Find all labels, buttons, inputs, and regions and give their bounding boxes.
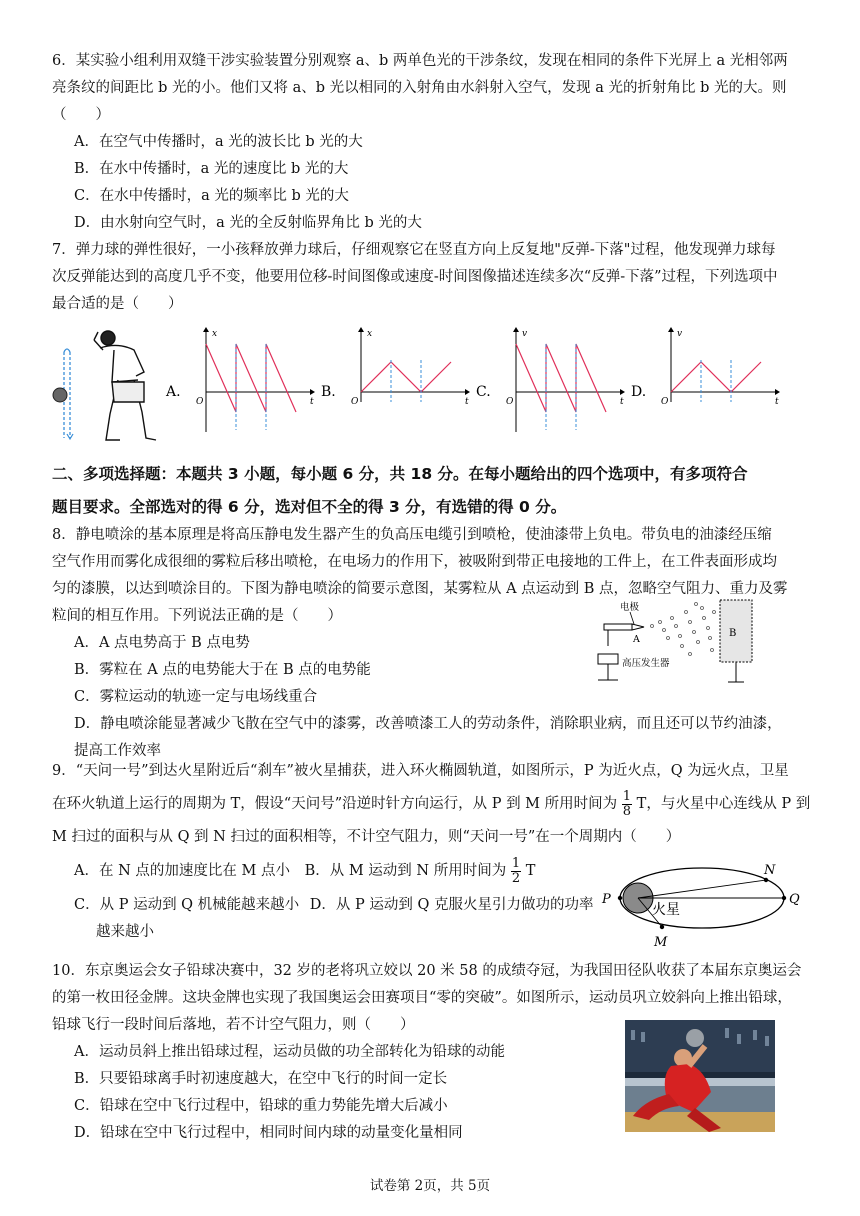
q7-stem-line2: 次反弹能达到的高度几乎不变，他要用位移-时间图像或速度-时间图像描述连续多次“反弹-下落”过程，下列选项中 <box>52 269 778 285</box>
page-footer: 试卷第 2页，共 5页 <box>369 1178 491 1194</box>
q6-option-b: B．在水中传播时，a 光的速度比 b 光的大 <box>74 161 349 177</box>
q9-option-c: C．从 P 运动到 Q 机械能越来越小 <box>74 897 300 913</box>
graph-c-xlabel: t <box>620 397 624 407</box>
q8-stem-line4: 粒间的相互作用。下列说法正确的是（ ） <box>52 608 342 624</box>
graph-d-xlabel: t <box>775 397 779 407</box>
q10-option-c: C．铅球在空中飞行过程中，铅球的重力势能先增大后减小 <box>74 1098 448 1114</box>
q8-option-d-cont: 提高工作效率 <box>74 743 161 759</box>
graph-c-ylabel: v <box>522 329 528 339</box>
diagram-point-a: A <box>633 634 640 645</box>
electrostatic-spray-diagram <box>590 598 760 690</box>
graph-a <box>196 327 315 432</box>
graph-d-ylabel: v <box>677 329 683 339</box>
q9-fraction-1-8 <box>622 790 632 819</box>
graph-b-origin: O <box>351 397 359 407</box>
graph-b-ylabel: x <box>367 329 373 339</box>
q6-option-c: C．在水中传播时，a 光的频率比 b 光的大 <box>74 188 349 204</box>
graph-a-ylabel: x <box>212 329 218 339</box>
q9-line2: 在环火轨道上运行的周期为 T，假设“天问号”沿逆时针方向运行，从 P 到 M 所用时间为 <box>52 796 618 812</box>
graph-a-letter: A. <box>166 384 181 400</box>
orbit-label-m: M <box>654 935 668 950</box>
graph-b <box>351 327 470 407</box>
graph-c-letter: C. <box>476 384 491 400</box>
q9-line2-tail: T，与火星中心连线从 P 到 <box>636 796 811 812</box>
frac2-num: 1 <box>511 855 521 871</box>
q9-line1: 9．“天问一号”到达火星附近后“刹车”被火星捕获，进入环火椭圆轨道，如图所示，P 为近火点，Q 为远火点，卫星 <box>52 763 789 779</box>
q9-option-d: D．从 P 运动到 Q 克服火星引力做功的功率 <box>309 897 594 913</box>
orbit-label-q: Q <box>789 892 800 907</box>
q6-option-a: A．在空气中传播时，a 光的波长比 b 光的大 <box>74 134 363 150</box>
q8-stem-line1: 8．静电喷涂的基本原理是将高压静电发生器产生的负高压电缆引到喷枪，使油漆带上负电。带负电的油漆经压缩 <box>52 527 772 543</box>
graph-c <box>506 327 625 432</box>
orbit-label-n: N <box>764 863 776 878</box>
diagram-generator-label: 高压发生器 <box>622 658 670 669</box>
q9-line2-row <box>52 787 812 821</box>
q9-line3: M 扫过的面积与从 Q 到 N 扫过的面积相等，不计空气阻力，则“天问一号”在一个周期内（ ） <box>52 829 681 845</box>
graph-a-origin: O <box>196 397 204 407</box>
q6-stem-line1: 6．某实验小组利用双缝干涉实验装置分别观察 a、b 两单色光的干涉条纹，发现在相同的条件下光屏上 a 光相邻两 <box>52 53 788 69</box>
q8-option-b: B．雾粒在 A 点的电势能大于在 B 点的电势能 <box>74 662 371 678</box>
q10-stem-line3: 铅球飞行一段时间后落地，若不计空气阻力，则（ ） <box>52 1017 415 1033</box>
graph-b-xlabel: t <box>465 397 469 407</box>
q6-stem-line2: 亮条纹的间距比 b 光的小。他们又将 a、b 光以相同的入射角由水斜射入空气，发现 a 光的折射角比 b 光的大。则 <box>52 80 787 96</box>
q10-stem-line2: 的第一枚田径金牌。这块金牌也实现了我国奥运会田赛项目“零的突破”。如图所示，运动员巩立姣斜向上推出铅球， <box>52 990 792 1006</box>
q9-option-b-tail: T <box>525 863 536 879</box>
q10-option-b: B．只要铅球离手时初速度越大，在空中飞行的时间一定长 <box>74 1071 448 1087</box>
q8-stem-line3: 匀的漆膜，以达到喷涂目的。下图为静电喷涂的简要示意图，某雾粒从 A 点运动到 B 点，忽略空气阻力、重力及雾 <box>52 581 788 597</box>
q10-option-d: D．铅球在空中飞行过程中，相同时间内球的动量变化量相同 <box>74 1125 463 1141</box>
diagram-electrode-label: 电极 <box>620 602 640 613</box>
frac1-num: 1 <box>622 788 632 804</box>
q6-option-d: D．由水射向空气时，a 光的全反射临界角比 b 光的大 <box>74 215 422 231</box>
q8-stem-line2: 空气作用而雾化成很细的雾粒后移出喷枪，在电场力的作用下，被吸附到带正电接地的工件上，在工件表面形成均 <box>52 554 777 570</box>
q10-stem-line1: 10．东京奥运会女子铅球决赛中，32 岁的老将巩立姣以 20 米 58 的成绩夺冠，为我国田径队收获了本届东京奥运会 <box>52 963 802 979</box>
q8-option-d: D．静电喷涂能显著减少飞散在空气中的漆雾，改善喷漆工人的劳动条件，消除职业病，而且还可以节约油漆， <box>74 716 782 732</box>
q7-stem-line1: 7．弹力球的弹性很好，一小孩释放弹力球后，仔细观察它在竖直方向上反复地"反弹-下落"过程，他发现弹力球每 <box>52 242 776 258</box>
q9-fraction-1-2 <box>511 857 521 886</box>
orbit-label-mars: 火星 <box>652 902 680 918</box>
graph-d-letter: D. <box>631 384 647 400</box>
graph-a-xlabel: t <box>310 397 314 407</box>
section2-title-line2: 题目要求。全部选对的得 6 分，选对但不全的得 3 分，有选错的得 0 分。 <box>52 498 567 516</box>
q9-option-d-cont: 越来越小 <box>96 924 154 940</box>
diagram-point-b: B <box>729 628 737 639</box>
graph-b-letter: B. <box>321 384 336 400</box>
graph-d-origin: O <box>661 397 669 407</box>
child-figure-icon <box>94 331 156 440</box>
q7-stem-line3: 最合适的是（ ） <box>52 296 183 312</box>
ball-trajectory-illustration <box>53 349 73 439</box>
mars-orbit-diagram <box>598 860 808 952</box>
q9-option-a: A．在 N 点的加速度比在 M 点小 <box>74 863 290 879</box>
q8-option-c: C．雾粒运动的轨迹一定与电场线重合 <box>74 689 318 705</box>
graph-d <box>661 327 780 407</box>
q9-option-b: B．从 M 运动到 N 所用时间为 <box>304 863 507 879</box>
frac1-den: 8 <box>622 803 632 819</box>
shot-put-photo <box>625 1020 775 1132</box>
frac2-den: 2 <box>511 870 521 886</box>
graph-c-origin: O <box>506 397 514 407</box>
q7-figure-row <box>48 322 808 448</box>
section2-title-line1: 二、多项选择题：本题共 3 小题，每小题 6 分，共 18 分。在每小题给出的四个选项中，有多项符合 <box>52 465 748 483</box>
q10-option-a: A．运动员斜上推出铅球过程，运动员做的功全部转化为铅球的动能 <box>74 1044 505 1060</box>
q6-blank: （ ） <box>52 107 110 123</box>
orbit-label-p: P <box>602 892 611 907</box>
exam-page <box>52 48 812 318</box>
q8-option-a: A．A 点电势高于 B 点电势 <box>74 635 250 651</box>
